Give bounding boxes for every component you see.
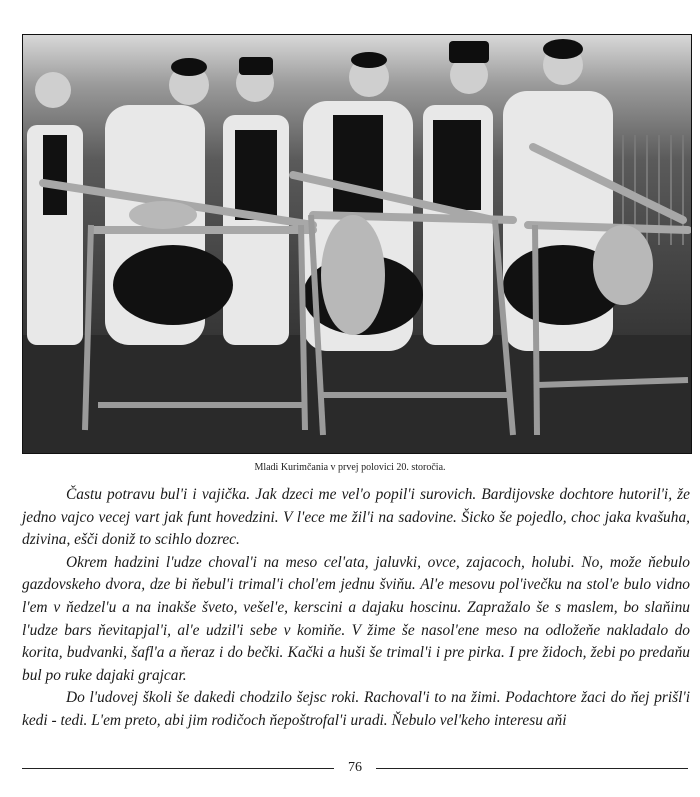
paragraph: Do l'udovej školi še dakedi chodzilo šejsc roki. Rachoval'i to na žimi. Podachtore žaci do ňej prišl'i kedi - tedi. L'em preto, abi jim rodičoch ňepoštrofal'i uradi. Ňebulo vel'keho interesu aňi [22,689,690,729]
page-footer [22,758,688,778]
paragraph: Častu potravu bul'i i vajička. Jak dzeci me vel'o popil'i surovich. Bardijovske dochtore hutoril'i, že jedno vajco vecej vart jak funt hovedzini. V l'ece me žil'i na sadovine. Šicko še pojedlo, choc jaka kvašuha, dzivina, ešči doniž to scihlo dozrec. [22,486,690,549]
historical-photo [22,34,692,454]
footer-rule-right [376,768,688,769]
footer-rule-left [22,768,334,769]
paragraph: Okrem hadzini l'udze choval'i na meso cel'ata, jaluvki, ovce, zajacoch, holubi. No, može ňebulo gazdovskeho dvora, dze bi ňebul'i trimal'i chol'em jednu šviňu. Al'e mesovu pol'ivečku na stol'e bulo vidno l'em v ňedzel'u a na inakše šveto, vešel'e, kerscini a dajaku hoscinu. Zapražalo še s maslem, bo slaňinu l'udze bars ňevitapjal'i, al'e udzil'i sebe v komiňe. V žime še nasol'ene meso na odložeňe nakladalo do korita, budvanki, šafl'a a ňeraz i do bečki. Kački a huši še trimal'i i pre pirka. I pre židoch, žebi po predaňu bul po ruke dajaki grajcar. [22,553,690,684]
body-text [22,484,690,733]
photo-caption: Mladi Kurimčania v prvej polovici 20. storočia. [254,462,446,473]
page-number: 76 [348,760,362,775]
photo-image [23,35,691,453]
